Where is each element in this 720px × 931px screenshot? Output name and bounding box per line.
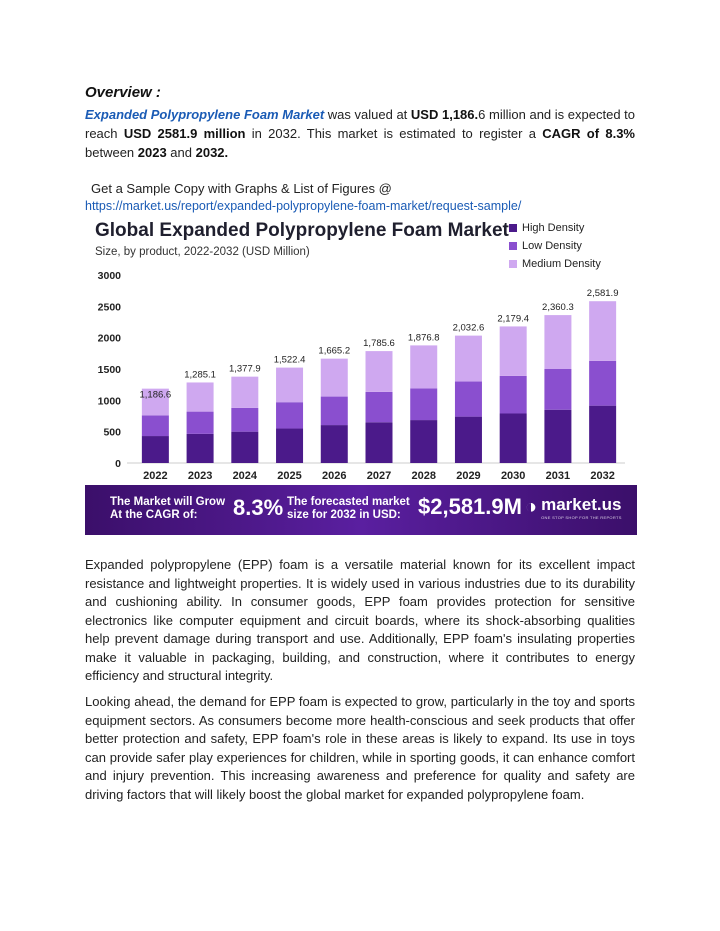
legend-swatch [509, 224, 517, 232]
cagr-highlight: 8.3% [233, 495, 284, 520]
cagr-caption: The Market will Grow At the CAGR of: [110, 496, 226, 521]
x-tick-label: 2024 [232, 470, 258, 482]
x-tick-label: 2026 [322, 470, 347, 482]
bar-total-label: 1,186.6 [139, 389, 172, 401]
chart-title: Global Expanded Polypropylene Foam Market [95, 220, 509, 241]
brand-name: market.us [541, 495, 622, 514]
bar-segment [231, 408, 258, 432]
overview-heading: Overview : [85, 84, 161, 101]
bar-segment [276, 368, 303, 403]
bar-segment [410, 388, 437, 420]
bar-segment [231, 432, 258, 463]
y-tick-label: 500 [103, 426, 121, 439]
x-tick-label: 2027 [366, 470, 392, 482]
overview-text: and [166, 145, 196, 160]
overview-paragraph [85, 105, 635, 162]
legend-item-high-density [509, 219, 601, 237]
bar-segment [366, 351, 393, 392]
bar-total-label: 1,522.4 [273, 354, 306, 366]
brand-logo [525, 495, 622, 520]
bar-segment [187, 412, 214, 434]
brand-tagline: ONE STOP SHOP FOR THE REPORTS [541, 515, 622, 520]
bar-segment [500, 326, 527, 375]
x-tick-label: 2029 [456, 470, 481, 482]
market-us-logo-icon: ◑ [525, 496, 538, 518]
sample-label: Get a Sample Copy with Graphs & List of Figures @ [91, 181, 392, 196]
x-tick-label: 2032 [590, 470, 615, 482]
bar-total-label: 2,032.6 [452, 322, 485, 334]
bar-segment [321, 425, 348, 463]
bar-segment [455, 417, 482, 463]
bar-total-label: 1,665.2 [318, 345, 351, 357]
bar-total-label: 2,179.4 [497, 313, 530, 325]
bar-segment [231, 377, 258, 408]
bar-total-label: 1,377.9 [228, 363, 261, 375]
bar-total-label: 1,785.6 [363, 338, 395, 350]
bar-segment [544, 315, 571, 369]
legend-item-low-density [509, 237, 601, 255]
body-paragraph-1: Expanded polypropylene (EPP) foam is a versatile material known for its excellent impact resistance and lightweight properties. It is widely used in various industries due to its durability and cushioning ability. In consumer goods, EPP foam provides protection for sensitive electronics like computer equipment and circuit boards, where its shock-absorbing qualities help prevent damage during transport and use. Additionally, EPP foam's insulating properties make it valuable in packaging, building, and construction, where it contributes to energy efficiency and structural integrity. [85, 557, 635, 683]
sample-request [85, 180, 635, 215]
bar-segment [589, 361, 616, 406]
market-name-link[interactable]: Expanded Polypropylene Foam Market [85, 107, 325, 122]
bar-segment [366, 392, 393, 422]
y-tick-label: 3000 [97, 270, 121, 282]
overview-text: between [85, 145, 138, 160]
y-tick-label: 2000 [97, 332, 121, 345]
legend-label: Medium Density [522, 258, 601, 270]
bar-total-label: 2,581.9 [586, 288, 619, 300]
value-2023: USD 1,186. [410, 107, 479, 122]
overview-text: and is expected to reach [85, 107, 636, 141]
y-tick-label: 1500 [97, 364, 121, 376]
overview-section [85, 84, 635, 215]
bar-segment [410, 420, 437, 463]
bar-segment [589, 301, 616, 361]
bar-segment [276, 429, 303, 463]
x-tick-label: 2028 [411, 470, 436, 482]
legend-swatch [509, 242, 517, 250]
bar-segment [589, 406, 616, 463]
bar-segment [321, 359, 348, 397]
overview-text: 6 million [478, 107, 526, 122]
x-tick-label: 2022 [143, 470, 168, 482]
overview-text: in 2032. This market is estimated to register a [245, 126, 543, 141]
bar-segment [544, 369, 571, 410]
bar-segment [366, 422, 393, 463]
stacked-bar-chart [85, 265, 637, 485]
summary-banner [85, 485, 637, 535]
bar-segment [410, 345, 437, 388]
end-year: 2032. [195, 145, 229, 160]
forecast-highlight: $2,581.9M [418, 494, 522, 519]
bar-segment [455, 382, 482, 417]
bar-segment [187, 434, 214, 463]
x-tick-label: 2030 [500, 470, 526, 482]
bar-segment [544, 410, 571, 463]
bar-total-label: 2,360.3 [542, 302, 574, 314]
bar-segment [276, 402, 303, 428]
bar-segment [142, 436, 169, 463]
body-paragraph-2: Looking ahead, the demand for EPP foam is expected to grow, particularly in the toy and sports equipment sectors. As consumers become more health-conscious and seek products that offer better protection and safety, EPP foam's role in these areas is likely to expand. Its use in toys can provide safer play experiences for children, while in sporting goods, it can enhance comfort and injury prevention. This increasing awareness and preference for quality and safety are driving factors that will likely boost the global market for expanded polypropylene foam. [85, 694, 635, 802]
bar-total-label: 1,876.8 [407, 332, 440, 344]
x-tick-label: 2023 [187, 470, 213, 482]
legend-label: Low Density [522, 240, 582, 252]
y-tick-label: 1000 [97, 395, 121, 408]
bar-segment [500, 376, 527, 414]
bar-segment [142, 415, 169, 436]
legend-label: High Density [522, 222, 585, 234]
bar-segment [187, 382, 214, 411]
y-tick-label: 2500 [97, 301, 121, 314]
sample-request-link[interactable]: https://market.us/report/expanded-polypropylene-foam-market/request-sample/ [85, 199, 522, 213]
chart-subtitle: Size, by product, 2022-2032 (USD Million) [95, 246, 310, 258]
market-chart-figure [85, 213, 637, 535]
bar-total-label: 1,285.1 [184, 369, 216, 381]
bar-segment [455, 336, 482, 382]
cagr-value: CAGR of 8.3% [542, 126, 635, 141]
value-2032: USD 2581.9 million [123, 126, 246, 141]
forecast-caption: The forecasted market size for 2032 in USD: [287, 496, 410, 521]
x-tick-label: 2031 [545, 470, 571, 482]
y-tick-label: 0 [115, 458, 121, 470]
bar-segment [500, 413, 527, 463]
overview-text: was valued at [324, 107, 411, 122]
bar-segment [321, 397, 348, 426]
x-tick-label: 2025 [277, 470, 302, 482]
start-year: 2023 [137, 145, 167, 160]
